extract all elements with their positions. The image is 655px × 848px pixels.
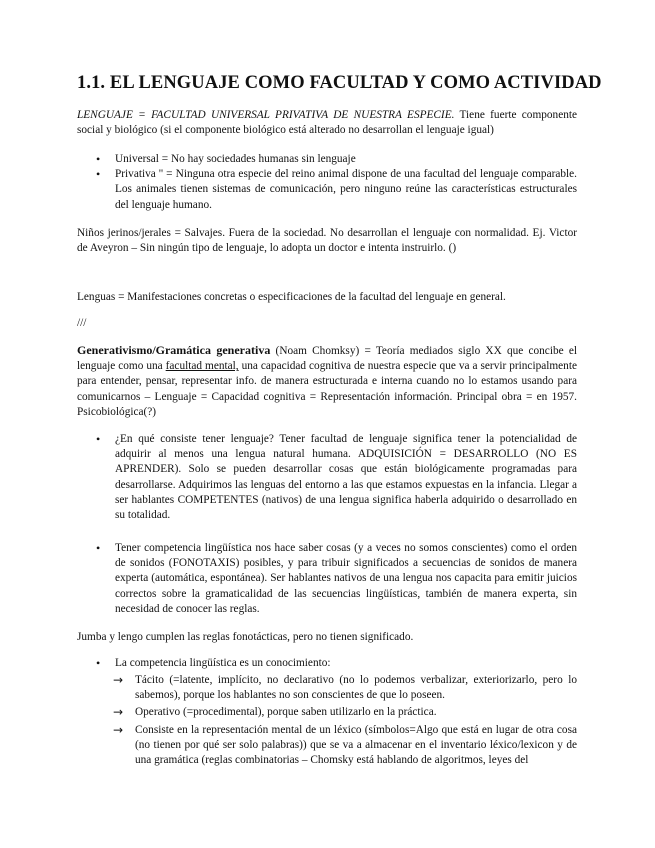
separator-text: /// xyxy=(77,317,87,329)
intro-definition: LENGUAJE = FACULTAD UNIVERSAL PRIVATIVA DE NUESTRA ESPECIE. xyxy=(77,109,455,121)
section-heading: 1.1. EL LENGUAJE COMO FACULTAD Y COMO ACTIVIDAD xyxy=(77,73,602,93)
list-item: • Tener competencia lingüística nos hace saber cosas (y a veces no somos conscientes) como el orden de sonidos (FONOTAXIS) posibles, y para tribuir significados a secuencias de sonidos de manera experta (automática, espontánea). Ser hablantes nativos de una lengua nos capacita para emitir juicios correctos sobre la gramaticalidad de las secuencias lingüísticas, también de manera experta, sin necesidad de conocer las reglas. xyxy=(77,541,577,617)
generativismo-paragraph xyxy=(77,343,577,420)
intro-paragraph xyxy=(77,108,577,138)
arrow-item: → Tácito (=latente, implícito, no declarativo (no lo podemos verbalizar, exteriorizarlo, pero lo sabemos), porque los hablantes no son conscientes de que lo poseen. xyxy=(77,673,577,703)
lenguaje-list xyxy=(77,432,577,523)
arrow-item: → Consiste en la representación mental de un léxico (símbolos=Algo que está en lugar de otra cosa (no tienen por qué ser solo palabras)) que se va a almacenar en el inventario léxico/lexicon y de una gramática (reglas combinatorias – Chomsky está hablando de algoritmos, leyes del xyxy=(77,723,577,769)
ninos-paragraph: Niños jerinos/jerales = Salvajes. Fuera de la sociedad. No desarrollan el lenguaje con normalidad. Ej. Victor de Aveyron – Sin ningún tipo de lenguaje, lo adopta un doctor e intenta instruirlo. () xyxy=(77,227,577,255)
list-item: • ¿En qué consiste tener lenguaje? Tener facultad de lenguaje significa tener la potencialidad de adquirir al menos una lengua natural humana. ADQUISICIÓN = DESARROLLO (NO ES APRENDER). Solo se pueden desarrollar cosas que están biológicamente programadas para desarrollarse. Adquirimos las lenguas del entorno a las que estamos expuestas en la infancia. Llegar a ser hablantes COMPETENTES (nativos) de una lengua significa haberla adquirido o desarrollado en su totalidad. xyxy=(77,432,577,523)
generativismo-text-cont: una capacidad cognitiva de nuestra especie que va a servir principalmente para entender, pensar, representar info. de manera estructurada e interna cuando no lo estamos usando para comunicarnos – Lenguaje = Capacidad cognitiva = Representación información. Principal obra = en 1957. Psicobiológica(?) xyxy=(77,360,577,418)
intro-description: Tiene fuerte componente social y biológico (si el componente biológico está alterado no desarrollan el lenguaje igual) xyxy=(77,109,578,137)
generativismo-text: (Noam Chomksy) = Teoría mediados siglo XX que concibe el lenguaje como una xyxy=(77,345,577,373)
list-item: • Privativa '' = Ninguna otra especie del reino animal dispone de una facultad del lenguaje comparable. Los animales tienen sistemas de comunicación, pero ninguno reúne las características estructurales del lenguaje humano. xyxy=(77,167,577,213)
generativismo-title: Generativismo/Gramática generativa xyxy=(77,343,271,357)
conocimiento-sublist xyxy=(77,673,577,768)
list-item: • Universal = No hay sociedades humanas sin lenguaje xyxy=(77,152,577,167)
lenguas-paragraph: Lenguas = Manifestaciones concretas o especificaciones de la facultad del lenguaje en general. xyxy=(77,291,506,303)
list-item: • La competencia lingüística es un conocimiento: xyxy=(77,656,577,671)
competencia-list xyxy=(77,541,577,617)
arrow-item: → Operativo (=procedimental), porque saben utilizarlo en la práctica. xyxy=(77,705,577,720)
traits-list xyxy=(77,152,577,213)
conocimiento-list xyxy=(77,656,577,671)
jumba-paragraph: Jumba y lengo cumplen las reglas fonotácticas, pero no tienen significado. xyxy=(77,631,414,643)
facultad-mental-underlined: facultad mental, xyxy=(165,360,239,373)
